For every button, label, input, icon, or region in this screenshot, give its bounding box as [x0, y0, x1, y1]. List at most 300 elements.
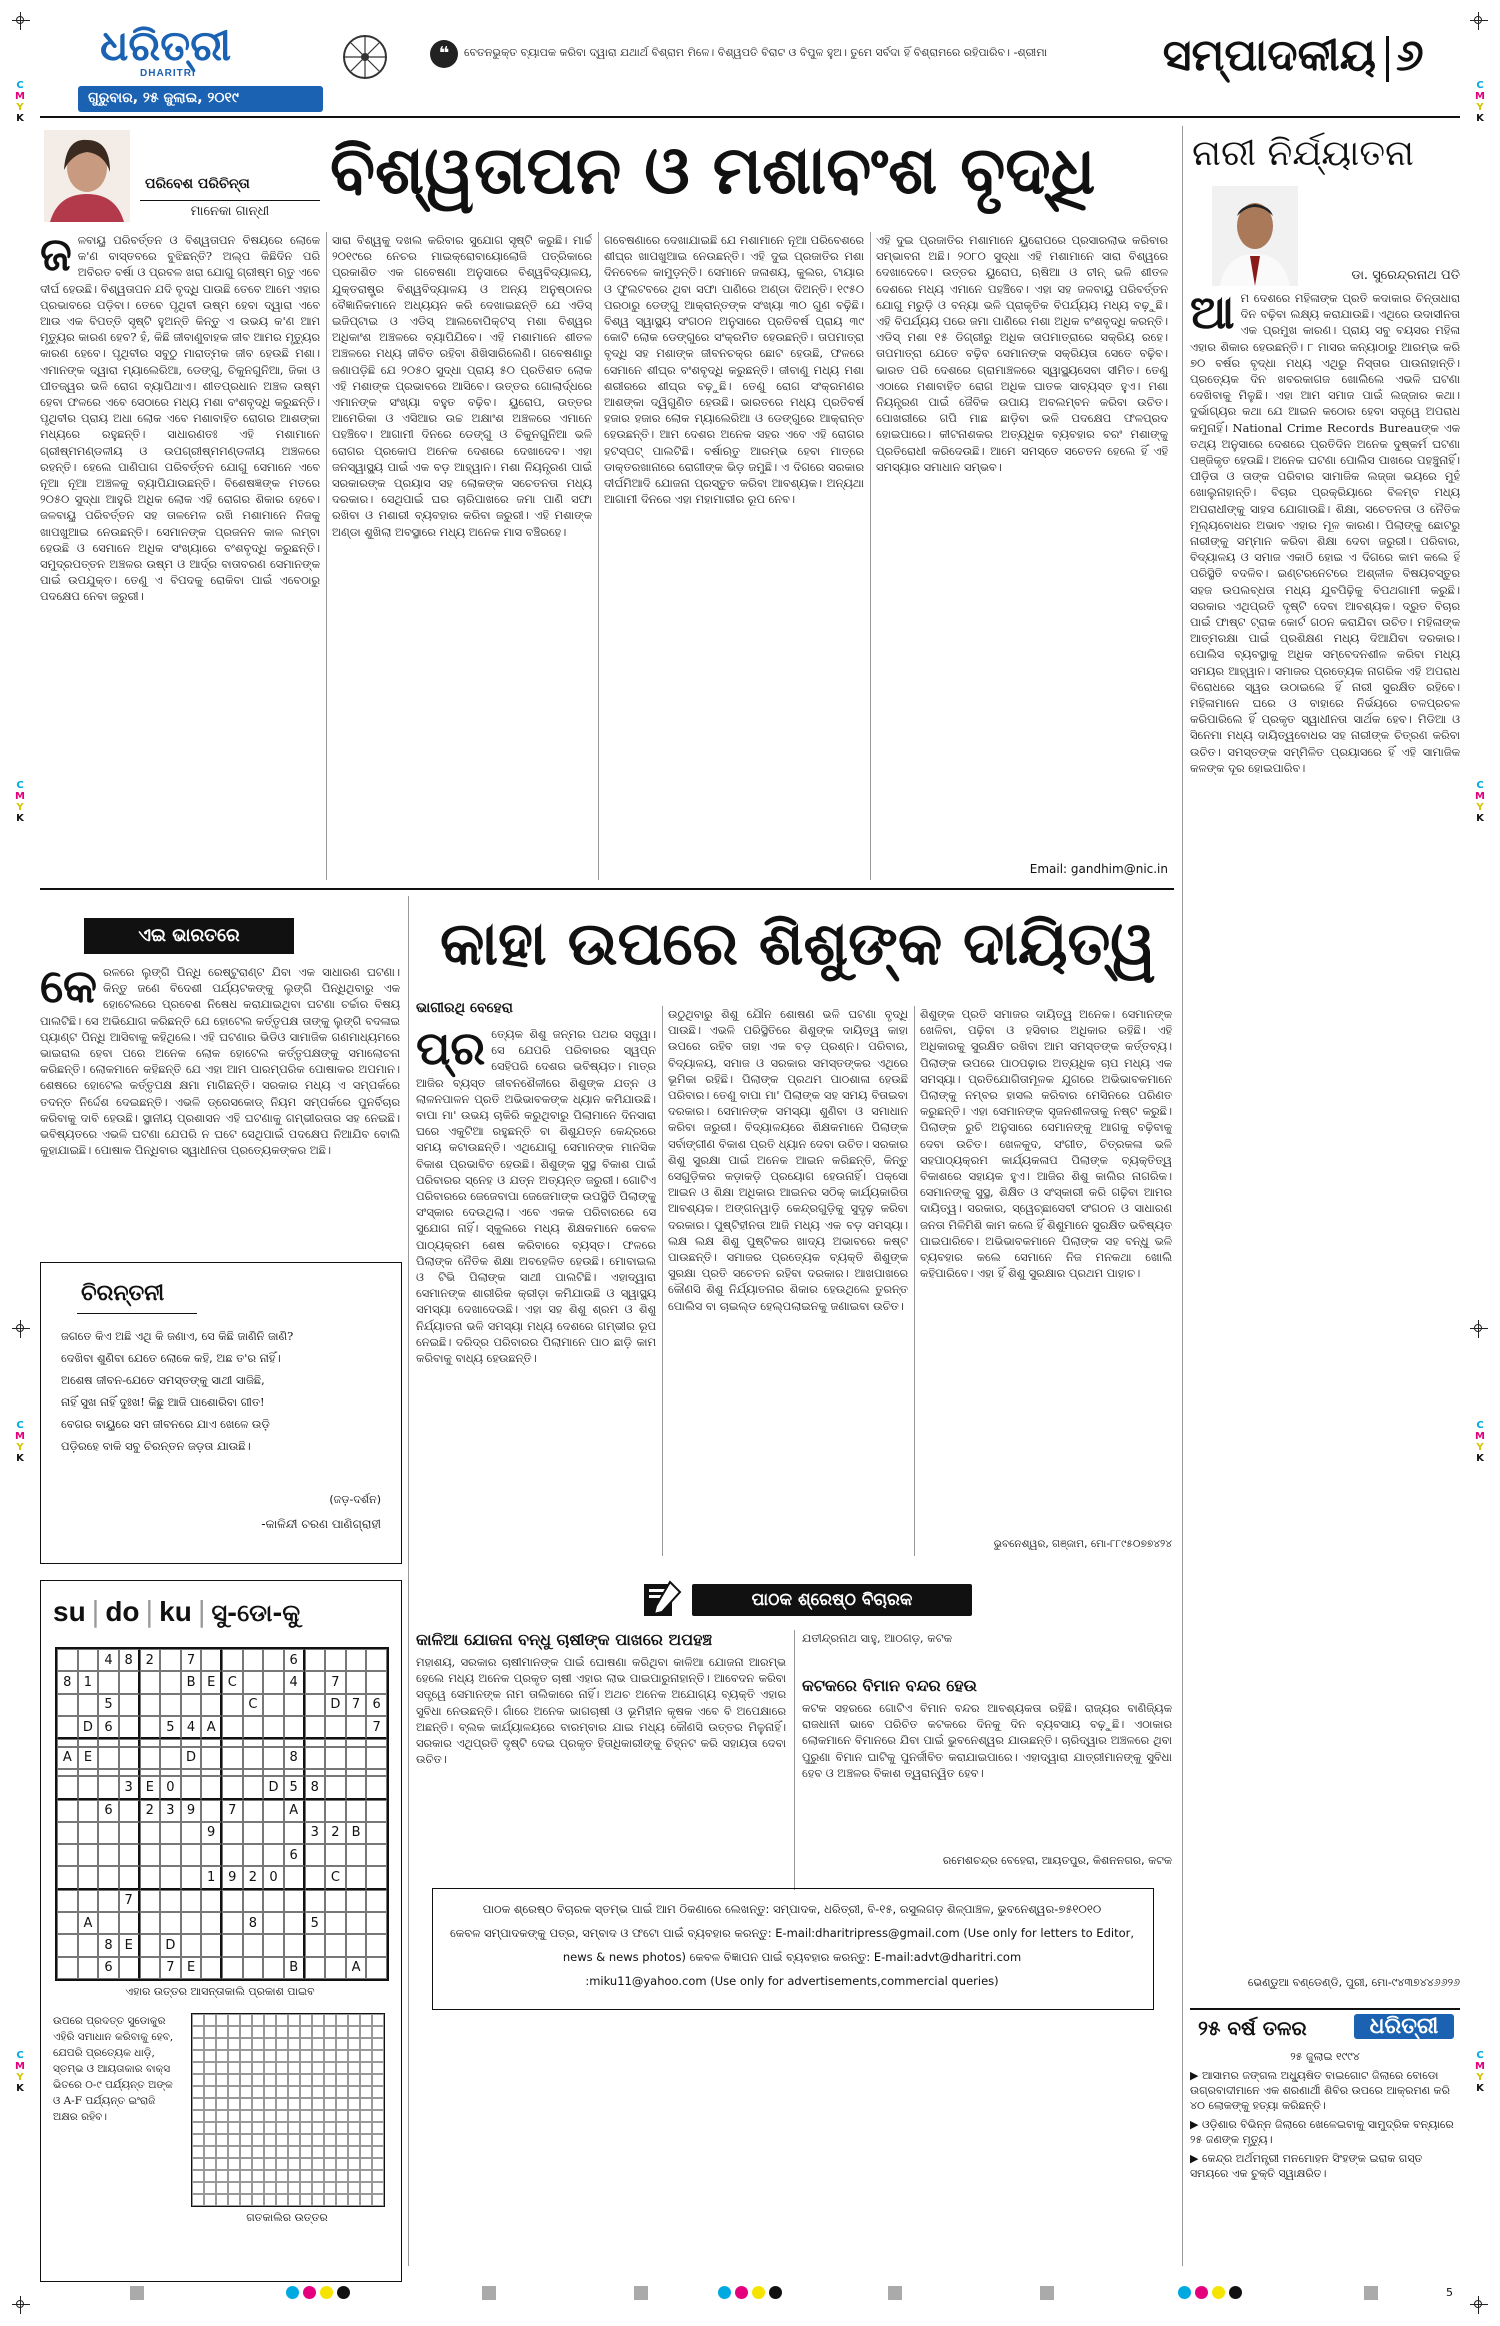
sudoku-cell[interactable]: [284, 1912, 305, 1934]
sudoku-cell[interactable]: E: [78, 1747, 99, 1769]
answer-cell: [336, 2158, 348, 2170]
sudoku-cell[interactable]: [119, 1716, 140, 1739]
sudoku-cell[interactable]: [325, 1739, 346, 1746]
sudoku-cell[interactable]: [222, 1747, 243, 1769]
sudoku-cell[interactable]: [346, 1844, 367, 1866]
sudoku-title-sep: |: [144, 1595, 155, 1628]
sudoku-cell[interactable]: [325, 1716, 346, 1739]
sudoku-cell[interactable]: [78, 1844, 99, 1866]
answer-cell: [228, 2134, 240, 2146]
print-cyan-swatch: [718, 2286, 731, 2299]
sudoku-cell[interactable]: D: [78, 1716, 99, 1739]
sudoku-cell[interactable]: [305, 1716, 326, 1739]
sudoku-cell[interactable]: [366, 1934, 387, 1956]
sudoku-cell[interactable]: [98, 1912, 119, 1934]
sudoku-cell[interactable]: [98, 1844, 119, 1866]
sudoku-cell[interactable]: [57, 1694, 78, 1716]
sudoku-cell[interactable]: D: [263, 1776, 284, 1799]
sudoku-cell[interactable]: E: [181, 1957, 202, 1979]
answer-cell: [252, 2110, 264, 2122]
sudoku-cell[interactable]: [57, 1776, 78, 1799]
sudoku-cell[interactable]: [325, 1912, 346, 1934]
answer-cell: [240, 2170, 252, 2182]
sudoku-cell[interactable]: [263, 1934, 284, 1956]
sudoku-cell[interactable]: A: [57, 1747, 78, 1769]
sudoku-cell[interactable]: [366, 1747, 387, 1769]
sudoku-cell[interactable]: [119, 1747, 140, 1769]
answer-cell: [264, 2110, 276, 2122]
sudoku-cell[interactable]: [366, 1844, 387, 1866]
sudoku-cell[interactable]: [181, 1890, 202, 1912]
sudoku-cell[interactable]: [325, 1747, 346, 1769]
sudoku-cell[interactable]: [160, 1912, 181, 1934]
sudoku-cell[interactable]: [284, 1694, 305, 1716]
sudoku-cell[interactable]: 2: [243, 1866, 264, 1889]
sudoku-cell[interactable]: [201, 1800, 222, 1822]
answer-cell: [240, 2026, 252, 2038]
sudoku-cell[interactable]: [222, 1822, 243, 1844]
sudoku-cell[interactable]: [160, 1649, 181, 1671]
sudoku-cell[interactable]: [140, 1769, 161, 1776]
sudoku-cell[interactable]: [222, 1776, 243, 1799]
sudoku-cell[interactable]: B: [346, 1822, 367, 1844]
sudoku-cell[interactable]: [98, 1739, 119, 1746]
sudoku-cell[interactable]: [243, 1716, 264, 1739]
sudoku-cell[interactable]: [222, 1739, 243, 1746]
sudoku-cell[interactable]: [305, 1769, 326, 1776]
sudoku-cell[interactable]: 8: [305, 1776, 326, 1799]
sudoku-cell[interactable]: [160, 1769, 181, 1776]
sudoku-cell[interactable]: 7: [346, 1694, 367, 1716]
sudoku-cell[interactable]: [325, 1800, 346, 1822]
sudoku-cell[interactable]: [201, 1844, 222, 1866]
sudoku-cell[interactable]: [57, 1957, 78, 1979]
sudoku-cell[interactable]: [263, 1822, 284, 1844]
sudoku-cell[interactable]: 7: [325, 1671, 346, 1693]
sudoku-cell[interactable]: 3: [119, 1776, 140, 1799]
sudoku-cell[interactable]: [243, 1739, 264, 1746]
sudoku-cell[interactable]: [305, 1747, 326, 1769]
sudoku-cell[interactable]: A: [346, 1957, 367, 1979]
sudoku-cell[interactable]: [222, 1890, 243, 1912]
sudoku-cell[interactable]: [98, 1890, 119, 1912]
sudoku-cell[interactable]: [263, 1671, 284, 1693]
sudoku-cell[interactable]: [305, 1649, 326, 1671]
sudoku-cell[interactable]: A: [201, 1716, 222, 1739]
sudoku-cell[interactable]: [201, 1776, 222, 1799]
answer-cell: [192, 2086, 204, 2098]
answer-cell: [360, 2098, 372, 2110]
registration-mark: [12, 12, 30, 30]
sudoku-cell[interactable]: [57, 1822, 78, 1844]
sudoku-cell[interactable]: [366, 1957, 387, 1979]
sudoku-cell[interactable]: [366, 1769, 387, 1776]
sudoku-cell[interactable]: [181, 1934, 202, 1956]
sudoku-cell[interactable]: A: [78, 1912, 99, 1934]
sudoku-cell[interactable]: C: [325, 1866, 346, 1889]
sudoku-cell[interactable]: E: [140, 1776, 161, 1799]
sudoku-cell[interactable]: [78, 1957, 99, 1979]
sudoku-cell[interactable]: [243, 1776, 264, 1799]
sudoku-cell[interactable]: [325, 1957, 346, 1979]
sudoku-cell[interactable]: [305, 1890, 326, 1912]
sudoku-cell[interactable]: [243, 1822, 264, 1844]
sudoku-cell[interactable]: 4: [181, 1716, 202, 1739]
cmyk-strip: C M Y K: [1475, 780, 1485, 824]
sudoku-cell[interactable]: [119, 1866, 140, 1889]
sudoku-cell[interactable]: [78, 1890, 99, 1912]
sudoku-cell[interactable]: [325, 1934, 346, 1956]
sudoku-cell[interactable]: [57, 1716, 78, 1739]
sudoku-cell[interactable]: [366, 1890, 387, 1912]
lead-col-4-text: ଏହି ଦୁଇ ପ୍ରଜାତିର ମଶାମାନେ ୟୁରୋପରେ ପ୍ରସାରଲାଭ କରିବାର ସମ୍ଭାବନା ଅଛି। ୨୦୮୦ ସୁଦ୍ଧା ଏହି ମଶାମାନେ ସାରା ବିଶ୍ୱରେ ଦେଖାଦେବେ। ଉତ୍ତର ୟୁରୋପ, ଋଷିଆ ଓ ଚୀନ୍ ଭଳି ଶୀତଳ ଦେଶରେ ମଧ୍ୟ ଏମାନେ ପହଞ୍ଚିବେ। ଏହା ସହ ଜଳବାୟୁ ପରିବର୍ତ୍ତନ ଯୋଗୁ ମରୁଡ଼ି ଓ ବନ୍ୟା ଭଳି ପ୍ରାକୃତିକ ବିପର୍ଯ୍ୟୟ ମଧ୍ୟ ବଢ଼ୁଛି। ଏହି ବିପର୍ଯ୍ୟୟ ପରେ ଜମା ପାଣିରେ ମଶା ଅଧିକ ବଂଶବୃଦ୍ଧି କରନ୍ତି। ଏଡିସ୍ ମଶା ୧୫ ଡିଗ୍ରୀରୁ ଅଧିକ ତାପମାତ୍ରାରେ ସକ୍ରିୟ ରହେ। ତାପମାତ୍ରା ଯେତେ ବଢ଼ିବ ସେମାନଙ୍କ ସକ୍ରିୟତା ସେତେ ବଢ଼ିବ। ଭାରତ ପରି ଦେଶରେ ଗ୍ରାମାଞ୍ଚଳରେ ସ୍ୱାସ୍ଥ୍ୟସେବା ସୀମିତ। ତେଣୁ ଏଠାରେ ମଶାବାହିତ ରୋଗ ଅଧିକ ଘାତକ ସାବ୍ୟସ୍ତ ହୁଏ। ମଶା ନିୟନ୍ତ୍ରଣ ପାଇଁ ଜୈବିକ ଉପାୟ ଅବଲମ୍ବନ କରିବା ଉଚିତ। ପୋଖରୀରେ ଗପି ମାଛ ଛାଡ଼ିବା ଭଳି ପଦକ୍ଷେପ ଫଳପ୍ରଦ ହୋଇପାରେ। କୀଟନାଶକର ଅତ୍ୟଧିକ ବ୍ୟବହାର ବରଂ ମଶାଙ୍କୁ ପ୍ରତିରୋଧୀ କରିଦେଉଛି। ଆମେ ସମସ୍ତେ ସଚେତନ ହେଲେ ହିଁ ଏହି ସମସ୍ୟାର ସମାଧାନ ସମ୍ଭବ।: [876, 233, 1168, 474]
sudoku-cell[interactable]: [325, 1769, 346, 1776]
sudoku-cell[interactable]: 0: [160, 1776, 181, 1799]
sudoku-cell[interactable]: [181, 1776, 202, 1799]
sudoku-cell[interactable]: [160, 1822, 181, 1844]
answer-cell: [288, 2062, 300, 2074]
sudoku-cell[interactable]: [222, 1769, 243, 1776]
answer-cell: [372, 2182, 384, 2194]
sudoku-cell[interactable]: [140, 1912, 161, 1934]
sudoku-cell[interactable]: 7: [181, 1649, 202, 1671]
sudoku-cell[interactable]: [263, 1957, 284, 1979]
answer-cell: [216, 2062, 228, 2074]
answer-cell: [228, 2110, 240, 2122]
sudoku-cell[interactable]: [222, 1649, 243, 1671]
answer-cell: [300, 2158, 312, 2170]
sudoku-cell[interactable]: [57, 1739, 78, 1746]
sudoku-cell[interactable]: E: [119, 1934, 140, 1956]
sudoku-cell[interactable]: 2: [140, 1800, 161, 1822]
sudoku-cell[interactable]: 7: [160, 1957, 181, 1979]
sudoku-cell[interactable]: [98, 1671, 119, 1693]
sudoku-cell[interactable]: [305, 1739, 326, 1746]
sudoku-cell[interactable]: [119, 1822, 140, 1844]
sudoku-cell[interactable]: 7: [119, 1890, 140, 1912]
sudoku-cell[interactable]: [78, 1934, 99, 1956]
sudoku-cell[interactable]: [181, 1769, 202, 1776]
sudoku-cell[interactable]: [201, 1747, 222, 1769]
sudoku-cell[interactable]: [346, 1649, 367, 1671]
sudoku-cell[interactable]: 8: [98, 1934, 119, 1956]
sudoku-cell[interactable]: [366, 1649, 387, 1671]
sudoku-cell[interactable]: [140, 1890, 161, 1912]
answer-cell: [264, 2014, 276, 2026]
sudoku-cell[interactable]: C: [222, 1671, 243, 1693]
sudoku-cell[interactable]: 6: [284, 1844, 305, 1866]
sudoku-cell[interactable]: [243, 1671, 264, 1693]
sudoku-cell[interactable]: [243, 1800, 264, 1822]
sudoku-cell[interactable]: [78, 1866, 99, 1889]
sudoku-cell[interactable]: [222, 1934, 243, 1956]
answer-cell: [336, 2074, 348, 2086]
sudoku-cell[interactable]: [57, 1866, 78, 1889]
sudoku-cell[interactable]: [346, 1716, 367, 1739]
sudoku-cell[interactable]: [98, 1866, 119, 1889]
sudoku-cell[interactable]: 9: [181, 1800, 202, 1822]
sudoku-cell[interactable]: [243, 1747, 264, 1769]
sudoku-cell[interactable]: [284, 1716, 305, 1739]
sudoku-cell[interactable]: [325, 1649, 346, 1671]
sudoku-cell[interactable]: [78, 1739, 99, 1746]
sudoku-cell[interactable]: [305, 1800, 326, 1822]
sudoku-cell[interactable]: [140, 1844, 161, 1866]
sudoku-cell[interactable]: [201, 1890, 222, 1912]
sudoku-cell[interactable]: [284, 1890, 305, 1912]
sudoku-cell[interactable]: [346, 1671, 367, 1693]
sudoku-cell[interactable]: [201, 1912, 222, 1934]
sudoku-cell[interactable]: 9: [201, 1822, 222, 1844]
sudoku-cell[interactable]: 8: [243, 1912, 264, 1934]
sudoku-cell[interactable]: [119, 1769, 140, 1776]
sudoku-cell[interactable]: [263, 1890, 284, 1912]
sudoku-cell[interactable]: [181, 1739, 202, 1746]
sudoku-cell[interactable]: 7: [222, 1800, 243, 1822]
sudoku-cell[interactable]: 1: [78, 1671, 99, 1693]
sudoku-cell[interactable]: [160, 1747, 181, 1769]
sudoku-cell[interactable]: [243, 1769, 264, 1776]
sudoku-cell[interactable]: [98, 1769, 119, 1776]
sudoku-cell[interactable]: [160, 1671, 181, 1693]
sudoku-cell[interactable]: [119, 1844, 140, 1866]
sudoku-cell[interactable]: A: [284, 1800, 305, 1822]
sudoku-cell[interactable]: [140, 1716, 161, 1739]
sudoku-cell[interactable]: 8: [119, 1649, 140, 1671]
sudoku-cell[interactable]: [366, 1776, 387, 1799]
sudoku-cell[interactable]: 6: [98, 1716, 119, 1739]
sudoku-cell[interactable]: [222, 1844, 243, 1866]
sudoku-cell[interactable]: [346, 1866, 367, 1889]
sudoku-cell[interactable]: [366, 1822, 387, 1844]
sudoku-cell[interactable]: [140, 1866, 161, 1889]
sudoku-cell[interactable]: 6: [284, 1649, 305, 1671]
sudoku-cell[interactable]: [284, 1866, 305, 1889]
sudoku-cell[interactable]: 5: [305, 1912, 326, 1934]
sudoku-cell[interactable]: 9: [222, 1866, 243, 1889]
answer-cell: [348, 2182, 360, 2194]
answer-cell: [240, 2122, 252, 2134]
sudoku-cell[interactable]: [243, 1934, 264, 1956]
sudoku-cell[interactable]: [160, 1694, 181, 1716]
sudoku-cell[interactable]: [78, 1694, 99, 1716]
sudoku-cell[interactable]: [140, 1739, 161, 1746]
sudoku-cell[interactable]: 8: [57, 1671, 78, 1693]
sudoku-cell[interactable]: E: [201, 1671, 222, 1693]
sudoku-cell[interactable]: [119, 1912, 140, 1934]
sudoku-cell[interactable]: [263, 1912, 284, 1934]
sudoku-cell[interactable]: [284, 1822, 305, 1844]
sudoku-cell[interactable]: [305, 1844, 326, 1866]
sudoku-cell[interactable]: [119, 1800, 140, 1822]
sudoku-cell[interactable]: [263, 1769, 284, 1776]
sudoku-cell[interactable]: [119, 1739, 140, 1746]
sudoku-cell[interactable]: 1: [201, 1866, 222, 1889]
sudoku-cell[interactable]: [346, 1800, 367, 1822]
sudoku-cell[interactable]: [243, 1844, 264, 1866]
sudoku-cell[interactable]: [263, 1739, 284, 1746]
sudoku-cell[interactable]: [366, 1800, 387, 1822]
sudoku-cell[interactable]: [140, 1671, 161, 1693]
sudoku-cell[interactable]: [201, 1694, 222, 1716]
sudoku-cell[interactable]: 2: [140, 1649, 161, 1671]
sudoku-cell[interactable]: [119, 1694, 140, 1716]
column-rule: [914, 1006, 915, 1556]
ei-bharatare-text: ରଳରେ ଲୁଙ୍ଗି ପିନ୍ଧି ରେଷ୍ଟୁରାଣ୍ଟ ଯିବା ଏକ ସାଧାରଣ ଘଟଣା। କିନ୍ତୁ ଜଣେ ବିଦେଶୀ ପର୍ଯ୍ୟଟକଙ୍କୁ ଲୁଙ୍ଗି ପିନ୍ଧିଥିବାରୁ ଏକ ହୋଟେଲରେ ପ୍ରବେଶ ନିଷେଧ କରାଯାଇଥିବା ଘଟଣା ଚର୍ଚ୍ଚାର ବିଷୟ ପାଲଟିଛି। ସେ ଅଭିଯୋଗ କରିଛନ୍ତି ଯେ ହୋଟେଲ କର୍ତ୍ତୃପକ୍ଷ ତାଙ୍କୁ ଲୁଙ୍ଗି ବଦଳାଇ ପ୍ୟାଣ୍ଟ ପିନ୍ଧି ଆସିବାକୁ କହିଥିଲେ। ଏହି ଘଟଣାର ଭିଡିଓ ସାମାଜିକ ଗଣମାଧ୍ୟମରେ ଭାଇରାଲ ହେବା ପରେ ଅନେକ ଲୋକ ହୋଟେଲ କର୍ତ୍ତୃପକ୍ଷଙ୍କୁ ସମାଲୋଚନା କରିଛନ୍ତି। ଲୋକମାନେ କହିଛନ୍ତି ଯେ ଏହା ଆମ ପାରମ୍ପରିକ ପୋଷାକର ଅପମାନ। ଶେଷରେ ହୋଟେଲ କର୍ତ୍ତୃପକ୍ଷ କ୍ଷମା ମାଗିଛନ୍ତି। ସରକାର ମଧ୍ୟ ଏ ସମ୍ପର୍କରେ ତଦନ୍ତ ନିର୍ଦ୍ଦେଶ ଦେଇଛନ୍ତି। ଏଭଳି ଡ୍ରେସକୋଡ୍ ନିୟମ ସମ୍ପର୍କରେ ପୁନର୍ବିଚାର କରିବାକୁ ଦାବି ହେଉଛି। ସ୍ଥାନୀୟ ପ୍ରଶାସନ ଏହି ଘଟଣାକୁ ଗମ୍ଭୀରତାର ସହ ନେଇଛି। ଭବିଷ୍ୟତରେ ଏଭଳି ଘଟଣା ଯେପରି ନ ଘଟେ ସେଥିପାଇଁ ପଦକ୍ଷେପ ନିଆଯିବ ବୋଲି କୁହାଯାଇଛି। ପୋଷାକ ପିନ୍ଧିବାର ସ୍ୱାଧୀନତା ପ୍ରତ୍ୟେକଙ୍କର ଅଛି।: [40, 965, 400, 1158]
sudoku-cell[interactable]: [346, 1912, 367, 1934]
sudoku-cell[interactable]: [305, 1866, 326, 1889]
print-gray-patch: [634, 2286, 648, 2300]
sudoku-cell[interactable]: [160, 1890, 181, 1912]
sudoku-cell[interactable]: [346, 1890, 367, 1912]
sudoku-cell[interactable]: [181, 1844, 202, 1866]
sudoku-cell[interactable]: [98, 1822, 119, 1844]
sudoku-cell[interactable]: [181, 1822, 202, 1844]
author-email[interactable]: Email: gandhim@nic.in: [1029, 862, 1168, 876]
answer-cell: [252, 2086, 264, 2098]
sudoku-cell[interactable]: D: [160, 1934, 181, 1956]
sudoku-cell[interactable]: [366, 1866, 387, 1889]
sudoku-grid[interactable]: [55, 1647, 389, 1981]
sudoku-cell[interactable]: 0: [263, 1866, 284, 1889]
sudoku-cell[interactable]: D: [181, 1747, 202, 1769]
sudoku-cell[interactable]: [325, 1776, 346, 1799]
sudoku-cell[interactable]: [325, 1844, 346, 1866]
sudoku-cell[interactable]: [57, 1844, 78, 1866]
sudoku-cell[interactable]: [284, 1934, 305, 1956]
sudoku-cell[interactable]: [98, 1776, 119, 1799]
answer-cell: [372, 2086, 384, 2098]
sudoku-cell[interactable]: 3: [160, 1800, 181, 1822]
answer-cell: [324, 2086, 336, 2098]
sudoku-cell[interactable]: [201, 1649, 222, 1671]
sudoku-cell[interactable]: [346, 1776, 367, 1799]
answer-cell: [240, 2194, 252, 2206]
answer-cell: [324, 2170, 336, 2182]
masthead-rule: [40, 116, 1460, 118]
sudoku-cell[interactable]: [181, 1912, 202, 1934]
sudoku-cell[interactable]: [201, 1957, 222, 1979]
sudoku-cell[interactable]: 5: [160, 1716, 181, 1739]
sudoku-cell[interactable]: [366, 1912, 387, 1934]
sudoku-cell[interactable]: [160, 1739, 181, 1746]
sudoku-cell[interactable]: [284, 1769, 305, 1776]
answer-cell: [336, 2110, 348, 2122]
sudoku-cell[interactable]: [201, 1769, 222, 1776]
sudoku-cell[interactable]: 5: [284, 1776, 305, 1799]
sudoku-cell[interactable]: [263, 1716, 284, 1739]
sudoku-cell[interactable]: [160, 1844, 181, 1866]
sudoku-cell[interactable]: [78, 1800, 99, 1822]
answer-cell: [252, 2194, 264, 2206]
sudoku-cell[interactable]: 6: [366, 1694, 387, 1716]
sudoku-cell[interactable]: [57, 1800, 78, 1822]
sudoku-cell[interactable]: [263, 1649, 284, 1671]
sudoku-cell[interactable]: 4: [98, 1649, 119, 1671]
sudoku-cell[interactable]: [119, 1957, 140, 1979]
sudoku-cell[interactable]: [284, 1739, 305, 1746]
sudoku-cell[interactable]: [57, 1890, 78, 1912]
reader-footer-line: :miku11@yahoo.com (Use only for advertisements,commercial queries): [585, 1974, 999, 1988]
sudoku-cell[interactable]: [263, 1747, 284, 1769]
sudoku-cell[interactable]: [57, 1649, 78, 1671]
sudoku-cell[interactable]: [366, 1671, 387, 1693]
sudoku-cell[interactable]: 8: [284, 1747, 305, 1769]
sudoku-cell[interactable]: 3: [305, 1822, 326, 1844]
sudoku-cell[interactable]: [305, 1694, 326, 1716]
sudoku-cell[interactable]: C: [243, 1694, 264, 1716]
sudoku-cell[interactable]: 6: [98, 1957, 119, 1979]
sudoku-cell[interactable]: [366, 1739, 387, 1746]
sudoku-cell[interactable]: [140, 1957, 161, 1979]
sudoku-cell[interactable]: [222, 1694, 243, 1716]
sudoku-cell[interactable]: 4: [284, 1671, 305, 1693]
answer-cell: [324, 2134, 336, 2146]
sudoku-cell[interactable]: [160, 1866, 181, 1889]
sudoku-cell[interactable]: [57, 1934, 78, 1956]
sudoku-cell[interactable]: [119, 1671, 140, 1693]
sudoku-cell[interactable]: [263, 1844, 284, 1866]
sudoku-cell[interactable]: [140, 1694, 161, 1716]
sudoku-cell[interactable]: [305, 1957, 326, 1979]
sudoku-cell[interactable]: [201, 1739, 222, 1746]
sudoku-cell[interactable]: [263, 1800, 284, 1822]
sudoku-cell[interactable]: B: [181, 1671, 202, 1693]
sudoku-cell[interactable]: [78, 1776, 99, 1799]
sudoku-cell[interactable]: [222, 1957, 243, 1979]
sudoku-cell[interactable]: [181, 1694, 202, 1716]
sudoku-cell[interactable]: [243, 1649, 264, 1671]
sudoku-cell[interactable]: [222, 1716, 243, 1739]
sudoku-cell[interactable]: [78, 1769, 99, 1776]
sudoku-cell[interactable]: [325, 1890, 346, 1912]
sudoku-cell[interactable]: [140, 1934, 161, 1956]
sudoku-cell[interactable]: 6: [98, 1800, 119, 1822]
sudoku-cell[interactable]: 5: [98, 1694, 119, 1716]
sudoku-cell[interactable]: [140, 1822, 161, 1844]
feature-signoff: ଭୁବନେଶ୍ୱର, ଗଞ୍ଜାମ, ମୋ-୮୮୯୫୦୭୭୪୨୪: [993, 1538, 1172, 1550]
sudoku-cell[interactable]: 7: [366, 1716, 387, 1739]
sudoku-cell[interactable]: [346, 1747, 367, 1769]
sudoku-cell[interactable]: [346, 1739, 367, 1746]
sudoku-cell[interactable]: [222, 1912, 243, 1934]
feature-col-3-text: ଶିଶୁଙ୍କ ପ୍ରତି ସମାଜର ଦାୟିତ୍ୱ ଅନେକ। ସେମାନଙ୍କ ଖେଳିବା, ପଢ଼ିବା ଓ ହସିବାର ଅଧିକାର ରହିଛି। ଏହି ଅଧିକାରକୁ ସୁରକ୍ଷିତ ରଖିବା ଆମ ସମସ୍ତଙ୍କ କର୍ତ୍ତବ୍ୟ। ପିଲାଙ୍କ ଉପରେ ପାଠପଢ଼ାର ଅତ୍ୟଧିକ ଚାପ ମଧ୍ୟ ଏକ ସମସ୍ୟା। ପ୍ରତିଯୋଗିତାମୂଳକ ଯୁଗରେ ଅଭିଭାବକମାନେ ପିଲାଙ୍କୁ ନମ୍ବର ହାସଲ କରିବାର ମେସିନରେ ପରିଣତ କରୁଛନ୍ତି। ଏହା ସେମାନଙ୍କ ସୃଜନଶୀଳତାକୁ ନଷ୍ଟ କରୁଛି। ପିଲାଙ୍କ ରୁଚି ଅନୁସାରେ ସେମାନଙ୍କୁ ଆଗକୁ ବଢ଼ିବାକୁ ଦେବା ଉଚିତ। ଖେଳକୁଦ, ସଂଗୀତ, ଚିତ୍ରକଳା ଭଳି ସହପାଠ୍ୟକ୍ରମ କାର୍ଯ୍ୟକଳାପ ପିଲାଙ୍କ ବ୍ୟକ୍ତିତ୍ୱ ବିକାଶରେ ସହାୟକ ହୁଏ। ଆଜିର ଶିଶୁ କାଲିର ନାଗରିକ। ସେମାନଙ୍କୁ ସୁସ୍ଥ, ଶିକ୍ଷିତ ଓ ସଂସ୍କାରୀ କରି ଗଢ଼ିବା ଆମର ଦାୟିତ୍ୱ। ସରକାର, ସ୍ୱେଚ୍ଛାସେବୀ ସଂଗଠନ ଓ ସାଧାରଣ ଜନତା ମିଳିମିଶି କାମ କଲେ ହିଁ ଶିଶୁମାନେ ସୁରକ୍ଷିତ ଭବିଷ୍ୟତ ପାଇପାରିବେ। ଅଭିଭାବକମାନେ ପିଲାଙ୍କ ସହ ବନ୍ଧୁ ଭଳି ବ୍ୟବହାର କଲେ ସେମାନେ ନିଜ ମନକଥା ଖୋଲି କହିପାରିବେ। ଏହା ହିଁ ଶିଶୁ ସୁରକ୍ଷାର ପ୍ରଥମ ପାହାଚ।: [920, 1007, 1172, 1281]
answer-cell: [360, 2146, 372, 2158]
sudoku-cell[interactable]: [98, 1747, 119, 1769]
sudoku-cell[interactable]: [57, 1912, 78, 1934]
answer-cell: [204, 2074, 216, 2086]
sudoku-cell[interactable]: [305, 1934, 326, 1956]
sudoku-cell[interactable]: [181, 1866, 202, 1889]
sudoku-cell[interactable]: [263, 1694, 284, 1716]
sudoku-cell[interactable]: [346, 1769, 367, 1776]
sudoku-cell[interactable]: [78, 1822, 99, 1844]
sudoku-cell[interactable]: D: [325, 1694, 346, 1716]
sudoku-cell[interactable]: [243, 1890, 264, 1912]
sudoku-cell[interactable]: [140, 1747, 161, 1769]
list-item: ▶ ଓଡ଼ିଶାର ବିଭିନ୍ନ ଜିଲାରେ ଖେଳେଇବାକୁ ସାମୁଦ୍ରିକ ବନ୍ୟାରେ ୨୫ ଜଣଙ୍କ ମୃତ୍ୟୁ।: [1190, 2118, 1454, 2146]
answer-cell: [300, 2134, 312, 2146]
sudoku-cell[interactable]: [243, 1957, 264, 1979]
sudoku-cell[interactable]: [305, 1671, 326, 1693]
sudoku-cell[interactable]: 2: [325, 1822, 346, 1844]
sudoku-cell[interactable]: [201, 1934, 222, 1956]
sudoku-cell[interactable]: [57, 1769, 78, 1776]
sudoku-cell[interactable]: B: [284, 1957, 305, 1979]
sudoku-cell[interactable]: [78, 1649, 99, 1671]
sudoku-cell[interactable]: [346, 1934, 367, 1956]
answer-cell: [312, 2194, 324, 2206]
